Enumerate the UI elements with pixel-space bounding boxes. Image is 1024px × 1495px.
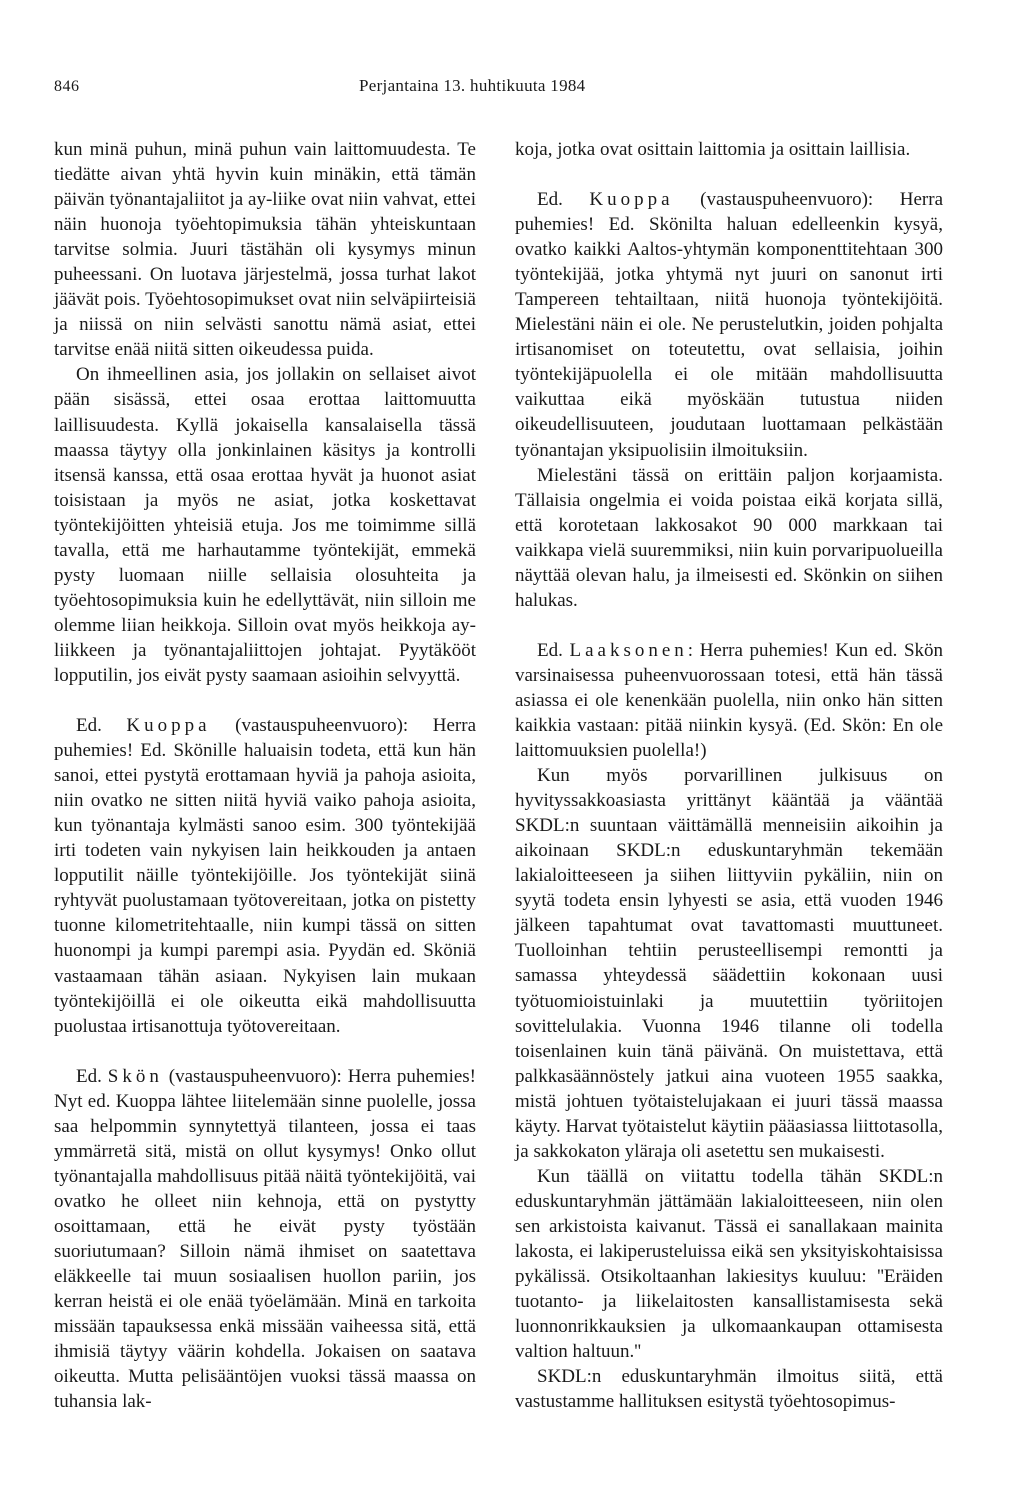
speaker-prefix: Ed.	[537, 189, 563, 211]
paragraph: On ihmeellinen asia, jos jollakin on sellaiset aivot pään sisässä, ettei osaa erottaa laittomuutta laillisuudesta. Kyllä jokaisella kansalaisella tässä maassa täytyy olla jonkinlainen käsitys ja kontrolli itsensä kanssa, että osaa erottaa hyvät ja huonot asiat toisistaan ja myös ne asiat, jotka koskettavat työntekijöitten yhteisiä etuja. Jos me toimimme sillä tavalla, että me harhautamme työntekijät, emmekä pysty luomaan niille sellaisia olosuhteita ja työehtosopimuksia kuin he edellyttävät, niin silloin me olemme liian heikkoja. Silloin ovat myös heikkoja ay-liikkeen ja työnantajaliittojen johtajat. Pyytäkööt lopputilin, jos eivät pysty saamaan asioihin selvyyttä.	[54, 364, 476, 686]
left-column	[54, 137, 476, 1414]
speaker-name: Skön	[107, 1065, 163, 1087]
page-number: 846	[54, 78, 80, 95]
speaker-name: Kuoppa	[589, 189, 674, 211]
paragraph: SKDL:n eduskuntaryhmän ilmoitus siitä, että vastustamme hallituksen esitystä työehtosopimus-	[515, 1366, 943, 1413]
speaker-prefix: Ed.	[76, 715, 102, 737]
paragraph: Kun myös porvarillinen julkisuus on hyvityssakkoasiasta yrittänyt kääntää ja vääntää SKDL:n suuntaan väittämällä menneisiin aikoihin ja aikoinaan SKDL:n eduskuntaryhmän tekemään lakialoitteeseen ja siihen liittyviin pykäliin, niin on syytä todeta ensin lyhyesti se asia, että vuoden 1946 jälkeen tapahtumat ovat tavattomasti muuttuneet. Tuolloinhan tehtiin perusteellisempi remontti ja samassa yhteydessä säädettiin kokonaan uusi työtuomioistuinlaki ja muutettiin työriitojen sovittelulakia. Vuonna 1946 tilanne oli todella toisenlainen kuin tänä päivänä. On muistettava, että palkkasäännöstely jatkui aina vuoteen 1955 saakka, mistä johtuen työtaistelujakaan ei juuri tässä maassa käyty. Harvat työtaistelut käytiin pääasiassa liittotasolla, ja sakkokaton yläraja oli asetettu sen mukaisesti.	[515, 765, 943, 1162]
speech-text: (vastauspuheenvuoro): Herra puhemies! Ed. Skönilta haluan edelleenkin kysyä, ovatko kaikki Aaltos-yhtymän komponenttitehtaan 300 työntekijää, jotka yhtymä nyt juuri on sanonut irti Tampereen tehtailtaan, niitä huonoja työntekijöitä. Mielestäni näin ei ole. Ne perustelutkin, joiden pohjalta irtisanomiset on toteutettu, ovat sellaisia, joihin työntekijäpuolella ei ole mitään mahdollisuutta vaikuttaa eikä myöskään tutustua niiden oikeudellisuuteen, joudutaan luottamaan pelkästään työnantajan yksipuolisiin ilmoituksiin.	[515, 189, 943, 461]
paragraph: kun minä puhun, minä puhun vain laittomuudesta. Te tiedätte aivan yhtä hyvin kuin minäkin, että tämän päivän työnantajaliitot ja ay-liike ovat niin vahvat, ettei näin huonoja työehtopimuksia tähän yhteiskuntaan tarvitse solmia. Juuri tästähän oli kysymys minun puheessani. On luotava järjestelmä, jossa turhat lakot jäävät pois. Työehtosopimukset ovat niin selväpiirteisiä ja niissä on niin selvästi sanottu nämä asiat, ettei tarvitse enää niitä sitten oikeudessa puida.	[54, 139, 476, 361]
speech-laaksonen	[515, 638, 943, 763]
speech-skon	[54, 1064, 476, 1415]
paragraph: Kun täällä on viitattu todella tähän SKDL:n eduskuntaryhmän jättämään lakialoitteeseen, niin olen sen arkistoista kaivanut. Tässä ei sanallakaan mainita lakosta, ei lakiperusteluissa eikä sen yksityiskohtaisissa pykälissä. Otsikoltaanhan lakiesitys kuuluu: ''Eräiden tuotanto- ja liikelaitosten kansallistamisesta sekä luonnonrikkauksien ja ulkomaankaupan ottamisesta valtion haltuun.''	[515, 1165, 943, 1363]
speaker-name: Kuoppa	[126, 715, 211, 737]
right-column	[515, 137, 943, 1414]
speaker-name: Laaksonen	[569, 639, 688, 661]
speech-text: (vastauspuheenvuoro): Herra puhemies! Ed. Skönille haluaisin todeta, että kun hän sanoi, ettei pystytä erottamaan hyviä ja pahoja asioita, niin ovatko ne sitten niitä hyviä vaiko pahoja asioita, kun työnantaja kylmästi sanoo esim. 300 työntekijää irti todeten vain nykyisen lain heikkouden ja antaen lopputilit näille työntekijöille. Jos työntekijät siinä ryhtyvät puolustamaan työtovereitaan, jotka on pistetty tuonne kilometritehtaalle, niin kumpi tässä on sitten huonompi ja kumpi parempi asia. Pyydän ed. Sköniä vastaamaan tähän asiaan. Nykyisen lain mukaan työntekijöillä ei ole oikeutta eikä mahdollisuutta puolustaa irtisanottuja työtovereitaan.	[54, 715, 476, 1037]
paragraph: koja, jotka ovat osittain laittomia ja osittain laillisia.	[515, 139, 911, 160]
speaker-prefix: Ed.	[537, 639, 563, 661]
header-date: Perjantaina 13. huhtikuuta 1984	[359, 76, 586, 95]
paragraph: Mielestäni tässä on erittäin paljon korjaamista. Tällaisia ongelmia ei voida poistaa eikä korjata sillä, että korotetaan lakkosakot 90 000 markkaan tai vaikkapa vielä suuremmiksi, niin kuin porvaripuolueilla näyttää olevan halu, ja ilmeisesti ed. Skönkin on siihen halukas.	[515, 464, 943, 611]
speech-text: (vastauspuheenvuoro): Herra puhemies! Nyt ed. Kuoppa lähtee liitelemään sinne puolelle, jossa saa helpommin synnytettyä tilanteen, jossa ei taas ymmärretä sitä, mistä on ollut kysymys! Onko ollut työnantajalla mahdollisuus pitää näitä työntekijöitä, vai ovatko he olleet niin kehnoja, että on pystytty osoittamaan, että he eivät pysty työstään suoriutumaan? Silloin nämä ihmiset on saatettava eläkkeelle tai muun sosiaalisen huollon pariin, jos kerran heistä ei ole enää työelämään. Minä en tarkoita missään tapauksessa enkä missään vaiheessa sitä, että ihmisiä täytyy väärin kohdella. Jokaisen on saatava oikeutta. Mutta pelisääntöjen vuoksi tässä maassa on tuhansia lak-	[54, 1065, 477, 1413]
speech-kuoppa-2	[515, 187, 943, 463]
speech-text: : Herra puhemies! Kun ed. Skön varsinaisessa puheenvuorossaan totesi, että hän tässä asiassa ei ole kenenkään puolella, niin onko hän sitten kaikkia vastaan: pitää niinkin kysyä. (Ed. Skön: En ole laittomuuksien puolella!)	[515, 639, 944, 762]
speech-kuoppa-1	[54, 713, 476, 1039]
speaker-prefix: Ed.	[76, 1065, 102, 1087]
